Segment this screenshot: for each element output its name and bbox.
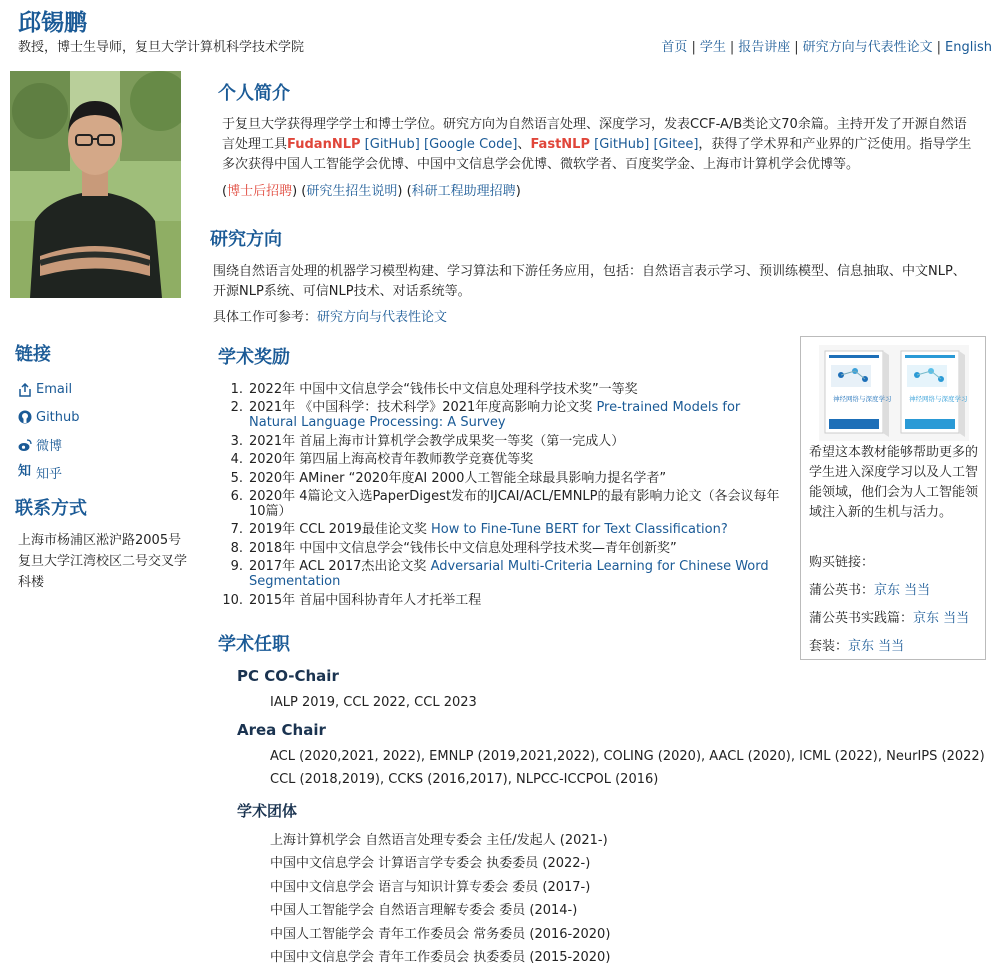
profile-photo [10, 71, 181, 298]
buy-set-jd-link[interactable]: 京东 [848, 639, 875, 654]
link-github[interactable] [18, 404, 80, 432]
area-chair-line-1: ACL (2020,2021, 2022), EMNLP (2019,2021,2022), COLING (2020), AACL (2020), ICML (2022), NeurIPS (2022) [270, 749, 985, 764]
links-title: 链接 [15, 344, 51, 365]
nav-english[interactable]: English [945, 40, 992, 55]
award-number: 1. [230, 382, 243, 397]
award-text [249, 522, 787, 537]
award-number: 4. [230, 452, 243, 468]
top-nav: 首页 | 学生 | 报告讲座 | 研究方向与代表性论文 | English [661, 40, 992, 55]
nav-research-papers[interactable]: 研究方向与代表性论文 [802, 40, 933, 55]
share-icon [18, 383, 32, 397]
fastnlp-github-link[interactable]: [GitHub] [594, 137, 650, 152]
buy-row-practice [809, 607, 969, 626]
org-item: 上海计算机学会 自然语言处理专委会 主任/发起人 (2021-) [270, 833, 608, 848]
nav-home[interactable]: 首页 [661, 40, 688, 55]
award-number: 2. [230, 400, 243, 416]
buy-row-set-label: 套装： [809, 639, 849, 654]
weibo-icon [18, 438, 32, 452]
contact-title: 联系方式 [15, 498, 87, 519]
buy-practice-dd-link[interactable]: 当当 [943, 611, 970, 626]
org-item: 中国中文信息学会 青年工作委员会 执委委员 (2015-2020) [270, 950, 611, 965]
contact-address: 上海市杨浦区淞沪路2005号复旦大学江湾校区二号交叉学科楼 [18, 533, 188, 590]
intro-sep: 、 [517, 137, 531, 152]
award-desc: 2021年 《中国科学：技术科学》2021年度高影响力论文奖 [249, 400, 597, 416]
fastnlp-link[interactable]: FastNLP [530, 137, 590, 152]
area-chair-line-2: CCL (2018,2019), CCKS (2016,2017), NLPCC-ICCPOL (2016) [270, 772, 659, 787]
book-description: 希望这本教材能够帮助更多的学生进入深度学习以及人工智能领域，他们会为人工智能领域注入新的生机与活力。 [809, 445, 979, 520]
org-item: 中国中文信息学会 语言与知识计算专委会 委员 (2017-) [270, 879, 591, 895]
book-covers[interactable] [819, 345, 969, 441]
page-header [0, 0, 1000, 62]
link-github-label[interactable]: Github [36, 409, 80, 425]
link-weibo[interactable] [18, 431, 80, 459]
award-item [222, 489, 787, 519]
award-text [249, 452, 787, 467]
award-text [249, 382, 787, 397]
award-number: 10. [222, 592, 243, 608]
award-item [222, 400, 787, 430]
award-desc: 2020年 第四届上海高校青年教师教学竞赛优等奖 [249, 452, 534, 468]
award-item [222, 382, 787, 397]
link-email[interactable] [18, 376, 80, 404]
buy-title: 购买链接： [809, 555, 875, 570]
award-desc: 2020年 4篇论文入选PaperDigest发布的IJCAI/ACL/EMNLP的最有影响力论文（各会议每年10篇） [249, 488, 780, 519]
org-item: 中国人工智能学会 自然语言理解专委会 委员 (2014-) [270, 903, 578, 919]
grad-admission-link[interactable]: 研究生招生说明 [306, 184, 398, 199]
award-number: 8. [230, 540, 243, 556]
intro-text-b: ，获得了学术界和产业界的广泛使用。指导学生多次获得中国人工智能学会优博、中国中文信息学会优博、微软学者、百度奖学金、上海市计算机学会优博等。 [222, 137, 972, 172]
award-desc: 2022年 中国中文信息学会“钱伟长中文信息处理科学技术奖”一等奖 [249, 382, 638, 397]
recruit-links: (博士后招聘) (研究生招生说明) (科研工程助理招聘) [222, 184, 521, 199]
link-zhihu-label[interactable]: 知乎 [36, 466, 63, 482]
buy-book-dd-link[interactable]: 当当 [904, 583, 931, 598]
award-paper-link[interactable]: How to Fine-Tune BERT for Text Classification? [430, 522, 728, 538]
site-name[interactable]: 邱锡鹏 [18, 10, 87, 36]
award-number: 7. [230, 522, 243, 538]
research-text: 围绕自然语言处理的机器学习模型构建、学习算法和下游任务应用，包括：自然语言表示学习、预训练模型、信息抽取、中文NLP、开源NLP系统、可信NLP技术、对话系统等。 [213, 264, 966, 299]
zhihu-icon: 知 [18, 464, 32, 480]
fudannlp-github-link[interactable]: [GitHub] [364, 137, 420, 152]
award-text [249, 471, 787, 486]
fudannlp-link[interactable]: FudanNLP [287, 137, 361, 152]
research-assistant-link[interactable]: 科研工程助理招聘 [411, 184, 516, 199]
award-text [249, 400, 787, 430]
award-item [222, 522, 787, 537]
research-title: 研究方向 [210, 229, 282, 250]
intro-text [222, 115, 977, 175]
awards-list [222, 382, 787, 611]
fastnlp-gitee-link[interactable]: [Gitee] [653, 137, 699, 152]
buy-practice-jd-link[interactable]: 京东 [913, 611, 940, 626]
book-cover-right-title: 神经网络与深度学习 [909, 395, 968, 403]
award-number: 6. [230, 488, 243, 504]
award-number: 3. [230, 433, 243, 449]
area-chair-title: Area Chair [237, 721, 326, 739]
fudannlp-google-link[interactable]: [Google Code] [424, 137, 518, 152]
award-paper-link[interactable]: Pre-trained Models for Natural Language Processing: A Survey [249, 400, 741, 431]
award-desc: 2018年 中国中文信息学会“钱伟长中文信息处理科学技术奖—青年创新奖” [249, 540, 677, 556]
book-promo-box [800, 336, 986, 660]
links-list [18, 376, 80, 486]
link-weibo-label[interactable]: 微博 [36, 439, 63, 455]
award-text [249, 541, 787, 556]
award-text [249, 559, 787, 589]
research-ref-prefix: 具体工作可参考： [213, 310, 318, 325]
award-paper-link[interactable]: Adversarial Multi-Criteria Learning for Chinese Word Segmentation [249, 559, 769, 590]
awards-title: 学术奖励 [218, 347, 290, 368]
buy-set-dd-link[interactable]: 当当 [878, 639, 905, 654]
nav-students[interactable]: 学生 [699, 40, 726, 55]
award-item [222, 434, 787, 449]
buy-row-set [809, 635, 904, 654]
award-text [249, 489, 787, 519]
award-number: 5. [230, 470, 243, 486]
pc-cochair-title: PC CO-Chair [237, 667, 339, 685]
intro-text-a: 于复旦大学获得理学学士和博士学位。研究方向为自然语言处理、深度学习，发表CCF-A/B类论文70余篇。主持开发了开源自然语言处理工具 [222, 117, 967, 152]
research-ref [213, 308, 447, 328]
buy-row-practice-label: 蒲公英书实践篇： [809, 611, 914, 626]
intro-title: 个人简介 [218, 83, 290, 104]
org-item: 中国人工智能学会 青年工作委员会 常务委员 (2016-2020) [270, 926, 611, 942]
award-desc: 2017年 ACL 2017杰出论文奖 [249, 559, 431, 575]
award-desc: 2020年 AMiner “2020年度AI 2000人工智能全球最具影响力提名学者” [249, 470, 667, 486]
pc-cochair-line: IALP 2019, CCL 2022, CCL 2023 [270, 695, 477, 710]
award-number: 9. [230, 559, 243, 575]
award-desc: 2015年 首届中国科协青年人才托举工程 [249, 592, 482, 608]
site-subtitle: 教授，博士生导师，复旦大学计算机科学技术学院 [18, 40, 305, 55]
award-text [249, 434, 787, 449]
award-item [222, 471, 787, 486]
award-desc: 2019年 CCL 2019最佳论文奖 [249, 522, 431, 538]
award-desc: 2021年 首届上海市计算机学会教学成果奖一等奖（第一完成人） [249, 433, 625, 449]
research-ref-link[interactable]: 研究方向与代表性论文 [317, 310, 448, 325]
nav-talks[interactable]: 报告讲座 [738, 40, 791, 55]
award-item [222, 559, 787, 589]
buy-book-jd-link[interactable]: 京东 [874, 583, 901, 598]
positions-title: 学术任职 [218, 634, 290, 655]
buy-row-book [809, 579, 930, 598]
award-item [222, 593, 787, 608]
award-text [249, 593, 787, 608]
link-email-label[interactable]: Email [36, 382, 73, 398]
award-item [222, 541, 787, 556]
book-cover-left-title: 神经网络与深度学习 [833, 395, 892, 403]
org-item: 中国中文信息学会 计算语言学专委会 执委委员 (2022-) [270, 856, 591, 872]
orgs-title: 学术团体 [237, 802, 298, 820]
postdoc-link[interactable]: 博士后招聘 [227, 184, 293, 199]
link-zhihu[interactable] [18, 459, 80, 487]
github-icon [18, 410, 32, 424]
buy-row-book-label: 蒲公英书： [809, 583, 875, 598]
award-item [222, 452, 787, 467]
